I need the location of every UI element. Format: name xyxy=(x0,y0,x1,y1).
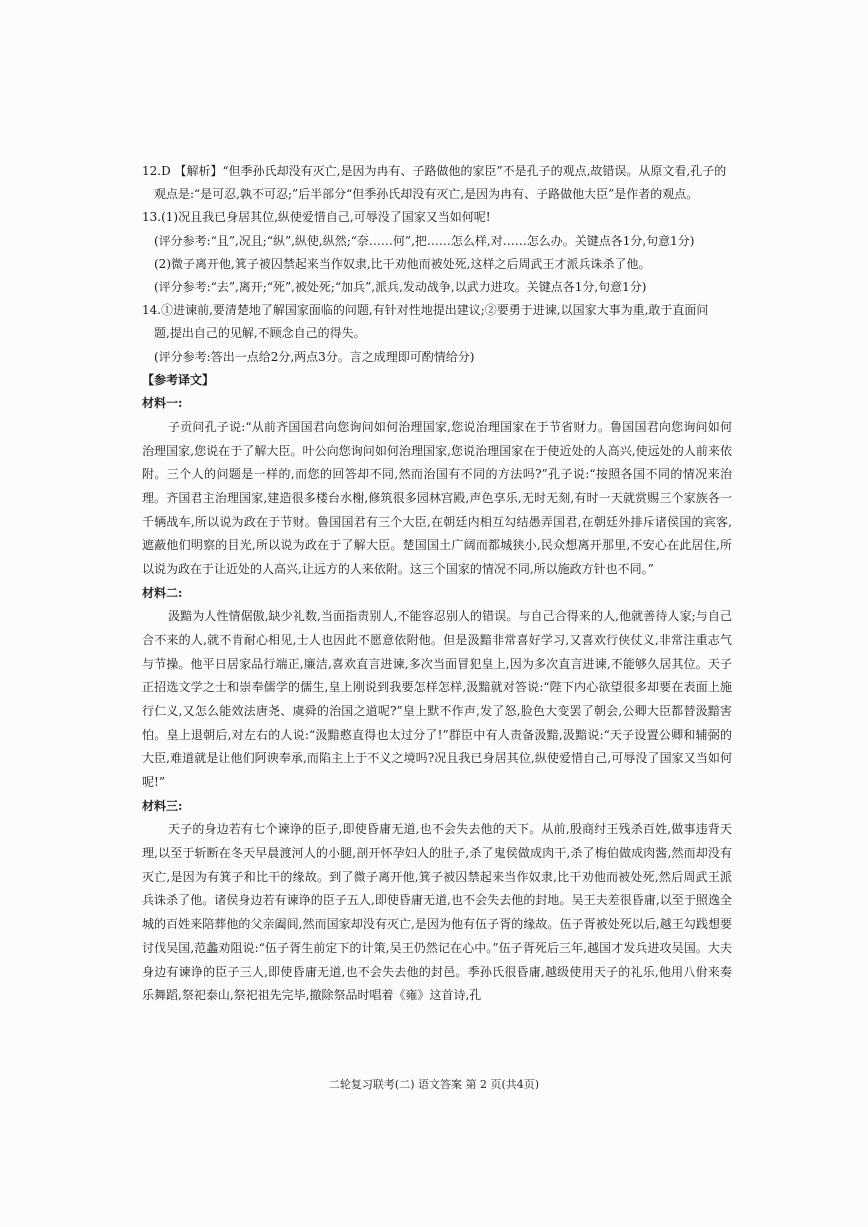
q12-line-1: 12.D 【解析】“但季孙氏却没有灭亡,是因为冉有、子路做他的家臣”不是孔子的观点,故错误。从原文看,孔子的 xyxy=(142,164,727,178)
material-3-heading: 材料三: xyxy=(142,798,183,813)
q13-score-2: (评分参考:“去”,离开;“死”,被处死;“加兵”,派兵,发动战争,以武力进攻。关键点各1分,句意1分) xyxy=(154,280,647,295)
page-footer: 二轮复习联考(二) 语文答案 第 2 页(共4页) xyxy=(328,1078,540,1091)
q14-line-2: 题,提出自己的见解,不顾念自己的得失。 xyxy=(154,326,366,341)
q13-score-1: (评分参考:“且”,况且;“纵”,纵使,纵然;“奈……何”,把……怎么样,对……怎么办。关键点各1分,句意1分) xyxy=(154,233,695,248)
q14-score: (评分参考:答出一点给2分,两点3分。言之成理即可酌情给分) xyxy=(154,349,475,364)
q12-line-2: 观点是:“是可忍,孰不可忍;”后半部分“但季孙氏却没有灭亡,是因为冉有、子路做他大臣”是作者的观点。 xyxy=(154,187,699,202)
q13-part-2: (2)微子离开他,箕子被囚禁起来当作奴隶,比干劝他而被处死,这样之后周武王才派兵诛杀了他。 xyxy=(154,256,651,271)
q13-part-1: 13.(1)况且我已身居其位,纵使爱惜自己,可辱没了国家又当如何呢! xyxy=(142,210,491,225)
translation-heading: 【参考译文】 xyxy=(142,372,215,387)
material-2-heading: 材料二: xyxy=(142,585,183,600)
q14-line-1: 14.①进谏前,要清楚地了解国家面临的问题,有针对性地提出建议;②要勇于进谏,以国家大事为重,敢于直面问 xyxy=(142,303,709,318)
material-2-text: 汲黯为人性情倨傲,缺少礼数,当面指责别人,不能容忍别人的错误。与自己合得来的人,他就善待人家;与自己合不来的人,就不肯耐心相见,士人也因此不愿意依附他。但是汲黯非常喜好学习,又喜欢行侠仗义,非常注重志气与节操。他平日居家品行端正,廉洁,喜欢直言进谏,多次当面冒犯皇上,因为多次直言进谏,不能够久居其位。天子正招选文学之士和崇奉儒学的儒生,皇上刚说到我要怎样怎样,汲黯就对答说:“陛下内心欲望很多却要在表面上施行仁义,又怎么能效法唐尧、虞舜的治国之道呢?”皇上默不作声,发了怒,脸色大变罢了朝会,公卿大臣都替汲黯害怕。皇上退朝后,对左右的人说:“汲黯憨直得也太过分了!”群臣中有人责备汲黯,汲黯说:“天子设置公卿和辅弼的大臣,难道就是让他们阿谀奉承,而陷主上于不义之境吗?况且我已身居其位,纵使爱惜自己,可辱没了国家又当如何呢!” xyxy=(142,609,732,790)
page-content xyxy=(142,160,732,1008)
material-3-text: 天子的身边若有七个谏诤的臣子,即使昏庸无道,也不会失去他的天下。从前,殷商纣王残杀百姓,做事违背天理,以至于斩断在冬天早晨渡河人的小腿,剖开怀孕妇人的肚子,杀了鬼侯做成肉干,杀了梅伯做成肉酱,然而却没有灭亡,是因为有箕子和比干的缘故。到了微子离开他,箕子被囚禁起来当作奴隶,比干劝他而被处死,然后周武王派兵诛杀了他。诸侯身边若有谏诤的臣子五人,即使昏庸无道,也不会失去他的封地。吴王夫差很昏庸,以至于照逸全城的百姓来陪葬他的父亲阖闾,然而国家却没有灭亡,是因为他有伍子胥的缘故。伍子胥被处死以后,越王勾践想要讨伐吴国,范蠡劝阻说:“伍子胥生前定下的计策,吴王仍然记在心中。”伍子胥死后三年,越国才发兵进攻吴国。大夫身边有谏诤的臣子三人,即使昏庸无道,也不会失去他的封邑。季孙氏很昏庸,越级使用天子的礼乐,他用八佾来奏乐舞蹈,祭祀泰山,祭祀祖先完毕,撤除祭品时唱着《雍》这首诗,孔 xyxy=(142,822,732,1003)
material-1-text: 子贡问孔子说:“从前齐国国君向您询问如何治理国家,您说治理国家在于节省财力。鲁国国君向您询问如何治理国家,您说在于了解大臣。叶公向您询问如何治理国家,您说治理国家在于使近处的人高兴,使远处的人前来依附。三个人的问题是一样的,而您的回答却不同,然而治国有不同的方法吗?”孔子说:“按照各国不同的情况来治理。齐国君主治理国家,建造很多楼台水榭,修筑很多园林宫殿,声色享乐,无时无刻,有时一天就赏赐三个家族各一千辆战车,所以说为政在于节财。鲁国国君有三个大臣,在朝廷内相互勾结愚弄国君,在朝廷外排斥诸侯国的宾客,遮蔽他们明察的目光,所以说为政在于了解大臣。楚国国土广阔而都城狭小,民众想离开那里,不安心在此居住,所以说为政在于让近处的人高兴,让远方的人来依附。这三个国家的情况不同,所以施政方针也不同。” xyxy=(142,419,732,577)
material-1-heading: 材料一: xyxy=(142,396,183,411)
